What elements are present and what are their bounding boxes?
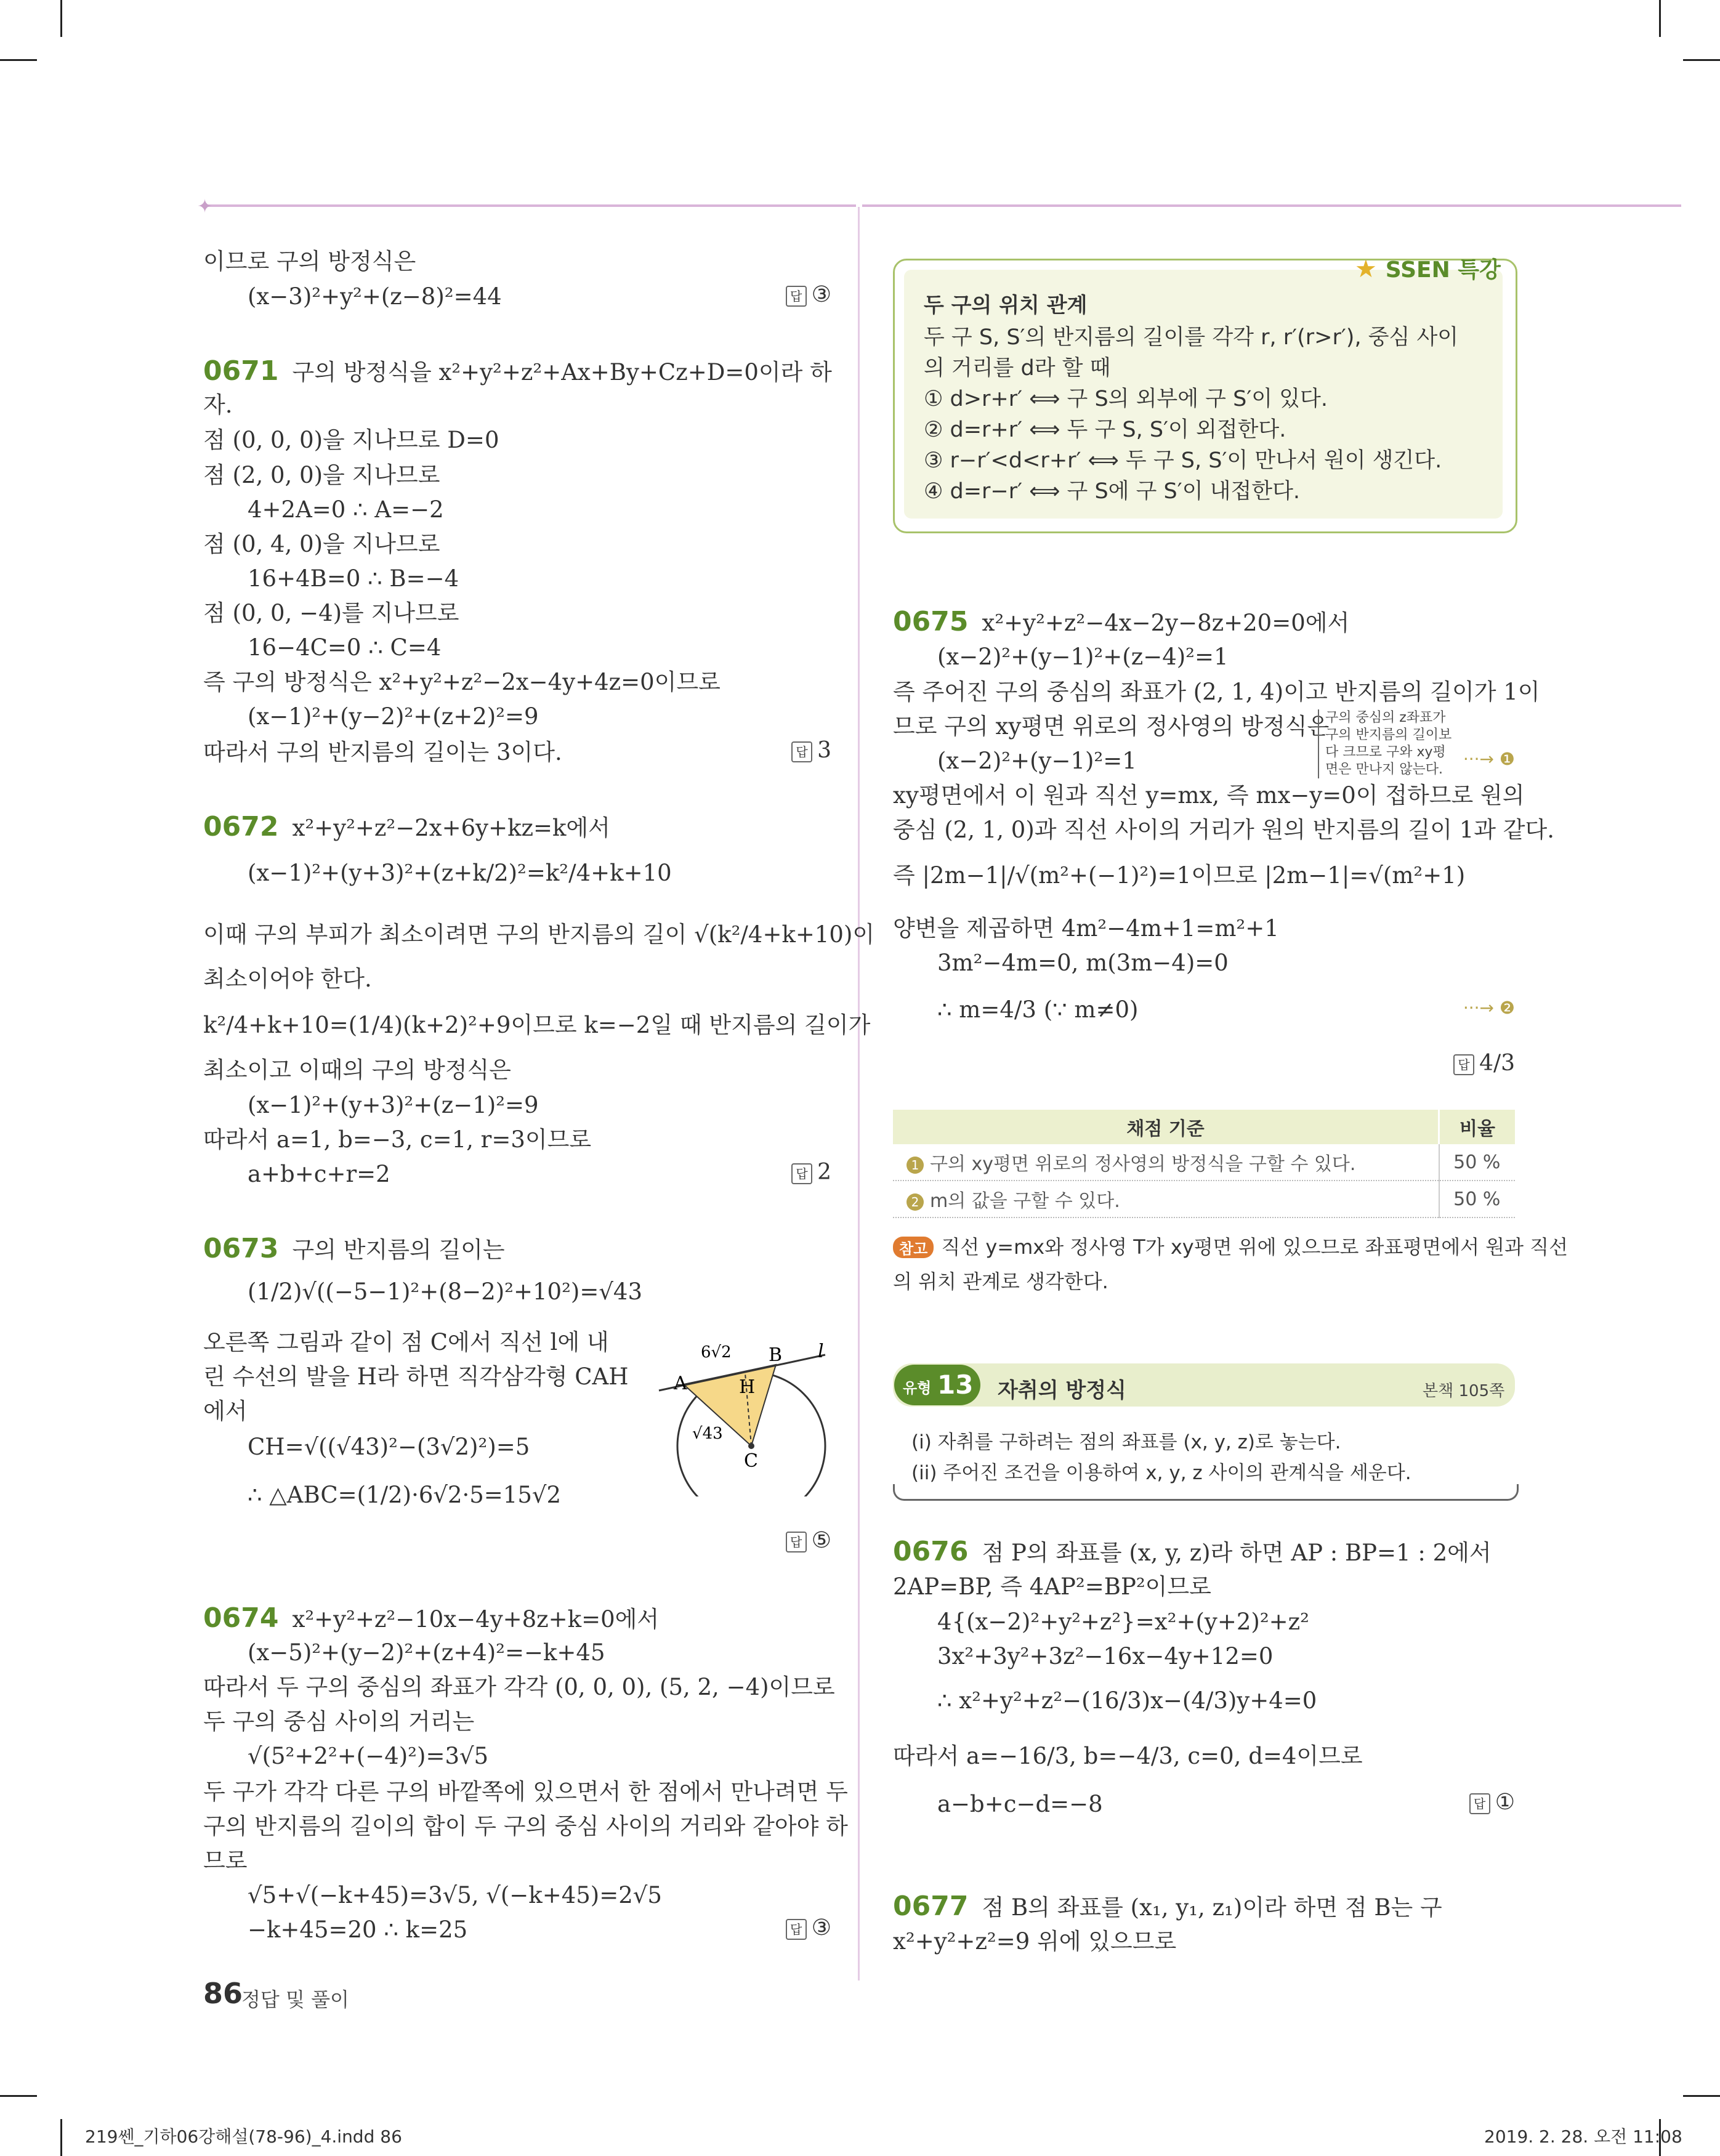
score-table <box>893 1110 1515 1218</box>
line-text: 점 (0, 0, −4)를 지나므로 <box>203 600 459 626</box>
line-text: (1/2)√((−5−1)²+(8−2)²+10²)=√43 <box>248 1278 643 1305</box>
left-text-line <box>203 1160 390 1189</box>
line-text: 16+4B=0 ∴ B=−4 <box>248 565 459 592</box>
side-note <box>1318 709 1452 778</box>
problem-number: 0676 <box>893 1536 969 1567</box>
side-note-line: 다 크므로 구와 xy평 <box>1325 745 1446 760</box>
answer-value: 4/3 <box>1479 1051 1515 1076</box>
right-text-line <box>893 642 1229 672</box>
line-text: 4{(x−2)²+y²+z²}=x²+(y+2)²+z² <box>937 1609 1309 1635</box>
answer-icon: 답 <box>786 1919 807 1940</box>
left-text-line <box>203 357 832 387</box>
line-text: x²+y²+z²−2x+6y+kz=k에서 <box>292 815 610 841</box>
left-text-line <box>203 668 721 697</box>
left-text-line <box>203 282 502 312</box>
crop-mark <box>1683 2095 1720 2097</box>
line-text: 즉 |2m−1|/√(m²+(−1)²)=1이므로 |2m−1|=√(m²+1) <box>893 862 1466 889</box>
left-text-line <box>203 1091 539 1120</box>
left-text-line <box>203 564 459 594</box>
right-text-line <box>893 995 1139 1025</box>
line-text: (x−1)²+(y−2)²+(z+2)²=9 <box>248 703 539 730</box>
ratio-value: 50 % <box>1439 1181 1516 1217</box>
page-label: 정답 및 풀이 <box>241 1988 349 2011</box>
step-number: 1 <box>906 1157 924 1174</box>
line-text: xy평면에서 이 원과 직선 y=mx, 즉 mx−y=0이 접하므로 원의 <box>893 782 1525 809</box>
left-text-line <box>203 1328 609 1357</box>
line-text: 따라서 두 구의 중심의 좌표가 각각 (0, 0, 0), (5, 2, −4)이므로 <box>203 1674 835 1700</box>
answer-mark <box>786 282 831 307</box>
answer-value: ① <box>1495 1790 1515 1815</box>
line-text: 따라서 a=−16/3, b=−4/3, c=0, d=4이므로 <box>893 1743 1363 1769</box>
type-badge-word: 유형 <box>903 1379 932 1397</box>
score-header-ratio: 비율 <box>1439 1110 1516 1144</box>
answer-icon: 답 <box>786 286 807 307</box>
left-text-line <box>203 1056 511 1085</box>
footer-file: 219쎈_기하06강해설(78-96)_4.indd 86 <box>85 2126 402 2147</box>
line-text: (x−5)²+(y−2)²+(z+4)²=−k+45 <box>248 1639 605 1666</box>
left-text-line <box>203 858 672 888</box>
type-badge <box>894 1365 980 1405</box>
line-text: x²+y²+z²−4x−2y−8z+20=0에서 <box>982 610 1350 636</box>
right-text-line <box>893 1927 1176 1956</box>
answer-mark <box>791 1160 831 1185</box>
left-text-line <box>203 1881 662 1910</box>
line-text: 16−4C=0 ∴ C=4 <box>248 634 442 661</box>
answer-icon: 답 <box>1469 1793 1490 1814</box>
line-text: 3x²+3y²+3z²−16x−4y+12=0 <box>937 1643 1274 1669</box>
figure-label-h: H <box>739 1376 756 1398</box>
ssen-logo <box>1355 252 1501 284</box>
line-text: a−b+c−d=−8 <box>937 1791 1103 1817</box>
right-text-line <box>893 607 1349 638</box>
crop-mark <box>60 2119 62 2156</box>
crop-mark <box>1683 59 1720 61</box>
line-text: 구의 반지름의 길이의 합이 두 구의 중심 사이의 거리와 같아야 하 <box>203 1813 848 1839</box>
answer-mark <box>791 738 831 763</box>
type-box-bottom <box>893 1484 1519 1501</box>
figure-label-c: C <box>744 1450 758 1472</box>
type-title: 자취의 방정식 <box>998 1378 1126 1403</box>
circle-figure <box>653 1336 838 1496</box>
line-text: 2AP=BP, 즉 4AP²=BP²이므로 <box>893 1573 1211 1600</box>
right-text-line <box>893 1892 1442 1923</box>
column-divider <box>858 207 860 1980</box>
type-bar <box>893 1363 1515 1407</box>
line-text: ∴ m=4/3 (∵ m≠0) <box>937 996 1139 1023</box>
answer-value: ③ <box>811 1915 831 1940</box>
right-text-line <box>893 815 1554 845</box>
answer-icon: 답 <box>1453 1054 1474 1075</box>
left-text-line <box>203 495 444 525</box>
line-text: 따라서 구의 반지름의 길이는 3이다. <box>203 739 562 765</box>
line-text: 린 수선의 발을 H라 하면 직각삼각형 CAH <box>203 1363 629 1390</box>
line-text: −k+45=20 ∴ k=25 <box>248 1916 468 1943</box>
header-rule-right <box>862 204 1681 207</box>
problem-number: 0674 <box>203 1602 279 1634</box>
note-line: ③ r−r′<d<r+r′ ⟺ 두 구 S, S′이 만나서 원이 생긴다. <box>924 448 1442 473</box>
line-text: a+b+c+r=2 <box>248 1161 390 1187</box>
type-step-2: (ii) 주어진 조건을 이용하여 x, y, z 사이의 관계식을 세운다. <box>911 1462 1411 1484</box>
right-text-line <box>893 1607 1309 1637</box>
problem-number: 0673 <box>203 1233 279 1264</box>
left-text-line <box>203 1673 835 1702</box>
answer-icon: 답 <box>791 741 812 762</box>
right-text-line <box>893 861 1465 890</box>
side-note-line: 구의 반지름의 길이보 <box>1325 727 1452 743</box>
line-text: (x−1)²+(y+3)²+(z+k/2)²=k²/4+k+10 <box>248 860 672 886</box>
type-step-1: (i) 자취를 구하려는 점의 좌표를 (x, y, z)로 놓는다. <box>911 1431 1341 1453</box>
left-text-line <box>203 426 499 455</box>
line-text: 점 (0, 0, 0)을 지나므로 D=0 <box>203 427 499 453</box>
left-text-line <box>203 964 372 994</box>
crop-mark <box>0 2095 37 2097</box>
left-text-line <box>203 1915 467 1945</box>
footer-date: 2019. 2. 28. 오전 11:08 <box>1484 2126 1682 2147</box>
right-text-line <box>893 1537 1492 1568</box>
left-text-line <box>203 1397 247 1426</box>
line-text: 3m²−4m=0, m(3m−4)=0 <box>937 950 1229 976</box>
line-text: 구의 방정식을 x²+y²+z²+Ax+By+Cz+D=0이라 하 <box>292 359 832 386</box>
line-text: 므로 구의 xy평면 위로의 정사영의 방정식은 <box>893 713 1330 740</box>
side-note-line: 구의 중심의 z좌표가 <box>1325 710 1446 725</box>
note-line: 두 구 S, S′의 반지름의 길이를 각각 r, r′(r>r′), 중심 사이 <box>924 325 1459 350</box>
note-line: ① d>r+r′ ⟺ 구 S의 외부에 구 S′이 있다. <box>924 387 1328 411</box>
line-text: 두 구의 중심 사이의 거리는 <box>203 1708 475 1735</box>
crop-mark <box>0 59 37 61</box>
left-text-line <box>203 1777 848 1807</box>
line-text: 오른쪽 그림과 같이 점 C에서 직선 l에 내 <box>203 1329 609 1355</box>
problem-number: 0671 <box>203 355 279 387</box>
left-text-line <box>203 390 233 420</box>
line-text: 따라서 a=1, b=−3, c=1, r=3이므로 <box>203 1126 592 1153</box>
left-text-line <box>203 1638 605 1668</box>
tip-badge: 참고 <box>893 1237 934 1258</box>
line-text: CH=√((√43)²−(3√2)²)=5 <box>248 1434 530 1460</box>
right-text-line <box>893 1642 1273 1671</box>
left-text-line <box>203 1362 629 1392</box>
answer-icon: 답 <box>786 1532 807 1552</box>
line-text: (x−3)²+y²+(z−8)²=44 <box>248 283 502 310</box>
line-text: (x−2)²+(y−1)²=1 <box>937 748 1137 774</box>
line-text: x²+y²+z²−10x−4y+8z+k=0에서 <box>292 1606 660 1633</box>
left-text-line <box>203 247 416 277</box>
tip-text-2: 의 위치 관계로 생각한다. <box>893 1270 1108 1293</box>
line-text: 에서 <box>203 1398 248 1424</box>
left-text-line <box>203 702 539 732</box>
line-text: 중심 (2, 1, 0)과 직선 사이의 거리가 원의 반지름의 길이 1과 같다. <box>893 817 1555 843</box>
line-text: 구의 반지름의 길이는 <box>292 1237 505 1263</box>
right-text-line <box>893 1742 1363 1771</box>
line-text: 즉 구의 방정식은 x²+y²+z²−2x−4y+4z=0이므로 <box>203 669 721 695</box>
line-text: 이므로 구의 방정식은 <box>203 248 416 275</box>
note-line: 의 거리를 d라 할 때 <box>924 356 1111 381</box>
left-text-line <box>203 1604 659 1634</box>
line-text: 점 (2, 0, 0)을 지나므로 <box>203 462 440 488</box>
left-text-line <box>203 738 562 767</box>
logo-text: SSEN 특강 <box>1385 257 1501 283</box>
line-text: 4+2A=0 ∴ A=−2 <box>248 496 444 523</box>
tip-line-1 <box>893 1232 1568 1260</box>
line-text: 최소이어야 한다. <box>203 966 372 992</box>
line-text: 점 B의 좌표를 (x₁, y₁, z₁)이라 하면 점 B는 구 <box>982 1894 1442 1921</box>
right-text-line <box>893 746 1137 776</box>
line-text: 최소이고 이때의 구의 방정식은 <box>203 1057 511 1083</box>
answer-value: ⑤ <box>811 1528 831 1553</box>
answer-mark <box>786 1528 831 1553</box>
answer-value: 2 <box>817 1160 831 1185</box>
tip-text-1: 직선 y=mx와 정사영 T가 xy평면 위에 있으므로 좌표평면에서 원과 직선 <box>941 1235 1569 1259</box>
table-row <box>893 1181 1515 1217</box>
answer-icon: 답 <box>791 1163 812 1184</box>
table-row <box>893 1144 1515 1181</box>
left-text-line <box>203 1707 474 1737</box>
line-text: 양변을 제곱하면 4m²−4m+1=m²+1 <box>893 915 1279 942</box>
line-text: 즉 주어진 구의 중심의 좌표가 (2, 1, 4)이고 반지름의 길이가 1이 <box>893 679 1540 705</box>
right-text-line <box>893 1572 1211 1602</box>
left-text-line <box>203 1277 642 1307</box>
figure-label-l: l <box>818 1341 824 1362</box>
page-number: 86 <box>203 1977 243 2010</box>
type-reference: 본책 105쪽 <box>1423 1382 1505 1400</box>
left-text-line <box>203 633 441 663</box>
figure-label-length: 6√2 <box>701 1343 732 1362</box>
line-text: 므로 <box>203 1847 248 1874</box>
note-line: ② d=r+r′ ⟺ 두 구 S, S′이 외접한다. <box>924 418 1286 442</box>
line-text: 점 P의 좌표를 (x, y, z)라 하면 AP : BP=1 : 2에서 <box>982 1540 1492 1566</box>
problem-number: 0677 <box>893 1891 969 1922</box>
left-text-line <box>203 1846 247 1876</box>
note-line: ④ d=r−r′ ⟺ 구 S에 구 S′이 내접한다. <box>924 479 1301 504</box>
step-marker: ···→ ❷ <box>1463 998 1515 1018</box>
star-icon: ★ <box>1355 255 1377 283</box>
left-text-line <box>203 1480 561 1510</box>
crop-mark <box>60 0 62 37</box>
score-header-criteria: 채점 기준 <box>893 1110 1439 1144</box>
line-text: ∴ △ABC=(1/2)·6√2·5=15√2 <box>248 1482 562 1508</box>
figure-label-radius: √43 <box>692 1424 723 1443</box>
step-number: 2 <box>906 1193 924 1211</box>
left-text-line <box>203 812 610 843</box>
ratio-value: 50 % <box>1439 1144 1516 1181</box>
line-text: √(5²+2²+(−4)²)=3√5 <box>248 1743 489 1769</box>
left-text-line <box>203 530 440 559</box>
answer-mark <box>786 1915 831 1940</box>
crop-mark <box>1659 0 1661 37</box>
line-text: (x−1)²+(y+3)²+(z−1)²=9 <box>248 1092 539 1118</box>
left-text-line <box>203 461 440 490</box>
figure-label-a: A <box>674 1373 687 1394</box>
line-text: 점 (0, 4, 0)을 지나므로 <box>203 531 440 557</box>
type-badge-number: 13 <box>937 1370 974 1400</box>
line-text: √5+√(−k+45)=3√5, √(−k+45)=2√5 <box>248 1882 662 1908</box>
problem-number: 0675 <box>893 606 969 637</box>
right-text-line <box>893 677 1540 707</box>
line-text: 두 구가 각각 다른 구의 바깥쪽에 있으면서 한 점에서 만나려면 두 <box>203 1778 848 1805</box>
answer-mark <box>1453 1051 1515 1076</box>
left-text-line <box>203 1742 488 1771</box>
figure-label-b: B <box>769 1344 783 1366</box>
right-text-line <box>893 948 1229 978</box>
line-text: ∴ x²+y²+z²−(16/3)x−(4/3)y+4=0 <box>937 1687 1317 1714</box>
left-text-line <box>203 1234 505 1265</box>
line-text: 자. <box>203 392 233 418</box>
criteria-text: 구의 xy평면 위로의 정사영의 방정식을 구할 수 있다. <box>930 1153 1356 1175</box>
left-text-line <box>203 1812 848 1841</box>
right-text-line <box>893 1686 1317 1716</box>
left-text-line <box>203 1011 870 1040</box>
header-rule-left <box>203 204 856 207</box>
criteria-text: m의 값을 구할 수 있다. <box>930 1190 1120 1212</box>
right-text-line <box>893 1790 1103 1819</box>
note-title: 두 구의 위치 관계 <box>924 293 1088 318</box>
line-text: k²/4+k+10=(1/4)(k+2)²+9이므로 k=−2일 때 반지름의 길이가 <box>203 1012 871 1038</box>
left-text-line <box>203 1432 530 1462</box>
line-text: (x−2)²+(y−1)²+(z−4)²=1 <box>937 644 1229 670</box>
header-star-icon: ✦ <box>197 196 213 217</box>
right-text-line <box>893 781 1525 810</box>
answer-value: 3 <box>817 738 831 763</box>
answer-value: ③ <box>811 282 831 307</box>
step-marker: ···→ ❶ <box>1463 749 1515 769</box>
left-text-line <box>203 1125 591 1155</box>
right-text-line <box>893 914 1279 943</box>
side-note-line: 면은 만나지 않는다. <box>1325 762 1443 777</box>
line-text: x²+y²+z²=9 위에 있으므로 <box>893 1928 1177 1955</box>
right-text-line <box>893 712 1329 741</box>
answer-mark <box>1469 1790 1515 1815</box>
line-text: 이때 구의 부피가 최소이려면 구의 반지름의 길이 √(k²/4+k+10)이 <box>203 921 875 948</box>
left-text-line <box>203 599 459 628</box>
left-text-line <box>203 920 874 950</box>
problem-number: 0672 <box>203 811 279 842</box>
